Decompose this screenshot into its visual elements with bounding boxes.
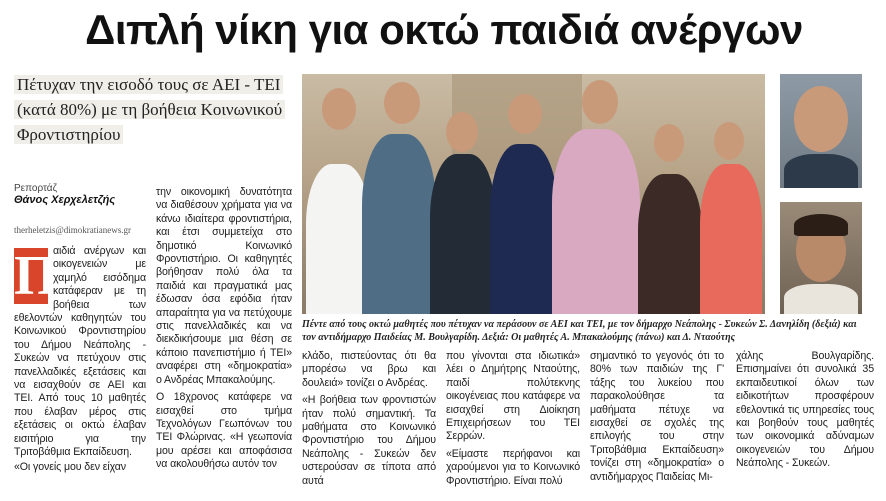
article-column-1 <box>14 245 146 474</box>
column-3-text-b: «Η βοήθεια των φροντιστών ήταν πολύ σημαντική. Τα μαθήματα στο Κοινωνικό Φροντιστήριο του Δήμου Νεάπολης - Συκεών δεν υστερούσαν σε τίποτα από αυτά <box>302 394 436 487</box>
article-column-4 <box>446 350 580 488</box>
column-3-text: κλάδο, πιστεύοντας ότι θα μπορέσω να βρω και δουλειά» τονίζει ο Ανδρέας. <box>302 350 436 389</box>
portrait-photo-bottom <box>780 202 862 314</box>
column-1-text-b: «Οι γονείς μου δεν είχαν <box>14 460 127 473</box>
byline-name: Θάνος Χερχελετζής <box>14 194 116 206</box>
article-column-3 <box>302 350 436 488</box>
article-column-2 <box>156 186 292 472</box>
column-6-text: χάλης Βουλγαρίδης. Επισημαίνει ότι συνολικά 35 εκπαιδευτικοί όλων των ειδικοτήτων προσφέρουν εθελοντικά τις υπηρεσίες τους και βοηθούν τους μαθητές των οικονομικά αδύναμων οικογενειών του Δήμου Νεάπολης - Συκεών. <box>736 350 874 470</box>
subhead-line-1: Πέτυχαν την εισοδό τους σε ΑΕΙ - ΤΕΙ <box>14 75 283 94</box>
dropcap: Π <box>14 245 58 307</box>
subhead-line-3: Φροντιστηρίου <box>14 125 123 144</box>
article-subhead <box>14 72 304 147</box>
group-photo <box>302 74 765 314</box>
byline-role: Ρεπορτάζ <box>14 183 57 194</box>
article-column-5 <box>590 350 724 484</box>
column-5-text: σημαντικό το γεγονός ότι το 80% των παιδιών της Γ' τάξης του λυκείου που παρακολούθησε τα μαθήματα πέτυχε να εισαχθεί σε σχολές της επιλογής του στην Τριτοβάθμια Εκπαίδευση» τονίζει στη «δημοκρατία» ο αντιδήμαρχος Παιδείας Μι- <box>590 350 724 483</box>
article-headline: Διπλή νίκη για οκτώ παιδιά ανέργων <box>85 6 803 53</box>
column-1-text: αιδιά ανέργων και οικογενειών με χαμηλό εισόδημα κατάφεραν με τη βοήθεια των εθελοντών καθηγητών του Κοινωνικού Φροντιστηρίου του Δήμου Νεάπολης - Συκεών να πετύχουν στις πανελλαδικές εξετάσεις και να εισαχθούν σε ΑΕΙ και ΤΕΙ. Από τους 10 μαθητές που έλαβαν μέρος στις εξετάσεις οι οκτώ έλαβαν εισιτήριο για την Τριτοβάθμια Εκπαίδευση. <box>14 245 146 459</box>
portrait-photo-top <box>780 74 862 188</box>
byline-email: therheletzis@dimokratianews.gr <box>14 225 131 235</box>
column-2-text: την οικονομική δυνατότητα να διαθέσουν χρήματα για να κάνω ιδιαίτερα φροντιστήρια, και έτσι συμμετείχα στο δημοτικό Κοινωνικό Φροντιστήριο. Οι καθηγητές βοήθησαν πολύ όλα τα παιδιά και πραγματικά μας έδωσαν όσα εφόδια ήταν απαραίτητα για να πετύχουμε στις πανελλαδικές και να διεκδικήσουμε μια θέση σε κάποιο πανεπιστήμιο ή ΤΕΙ» αναφέρει στη «δημοκρατία» ο Ανδρέας Μπακαλούμης. <box>156 186 292 386</box>
column-4-text: που γίνονται στα ιδιωτικά» λέει ο Δημήτρης Νταούτης, παιδί πολύτεκνης οικογένειας που κατάφερε να εισαχθεί στη Διοίκηση Επιχειρήσεων του ΤΕΙ Σερρών. <box>446 350 580 443</box>
subhead-line-2: (κατά 80%) με τη βοήθεια Κοινωνικού <box>14 100 285 119</box>
photo-caption: Πέντε από τους οκτώ μαθητές που πέτυχαν να περάσουν σε ΑΕΙ και ΤΕΙ, με τον δήμαρχο Νεάπολης - Συκεών Σ. Δανηλίδη (δεξιά) και τον αντιδήμαρχο Παιδείας Μ. Βουλγαρίδη. Δεξιά: Οι μαθητές Α. Μπακαλούμης (πάνω) και Δ. Νταούτης <box>302 319 857 343</box>
article-column-6 <box>736 350 874 471</box>
column-2-text-b: Ο 18χρονος κατάφερε να εισαχθεί στο τμήμα Τεχνολόγων Γεωπόνων του ΤΕΙ Φλώρινας. «Η γεωπονία μου αρέσει και αποφάσισα να ακολουθήσω αυτόν τον <box>156 391 292 471</box>
column-4-text-b: «Είμαστε περήφανοι και χαρούμενοι για το Κοινωνικό Φροντιστήριο. Είναι πολύ <box>446 447 580 487</box>
